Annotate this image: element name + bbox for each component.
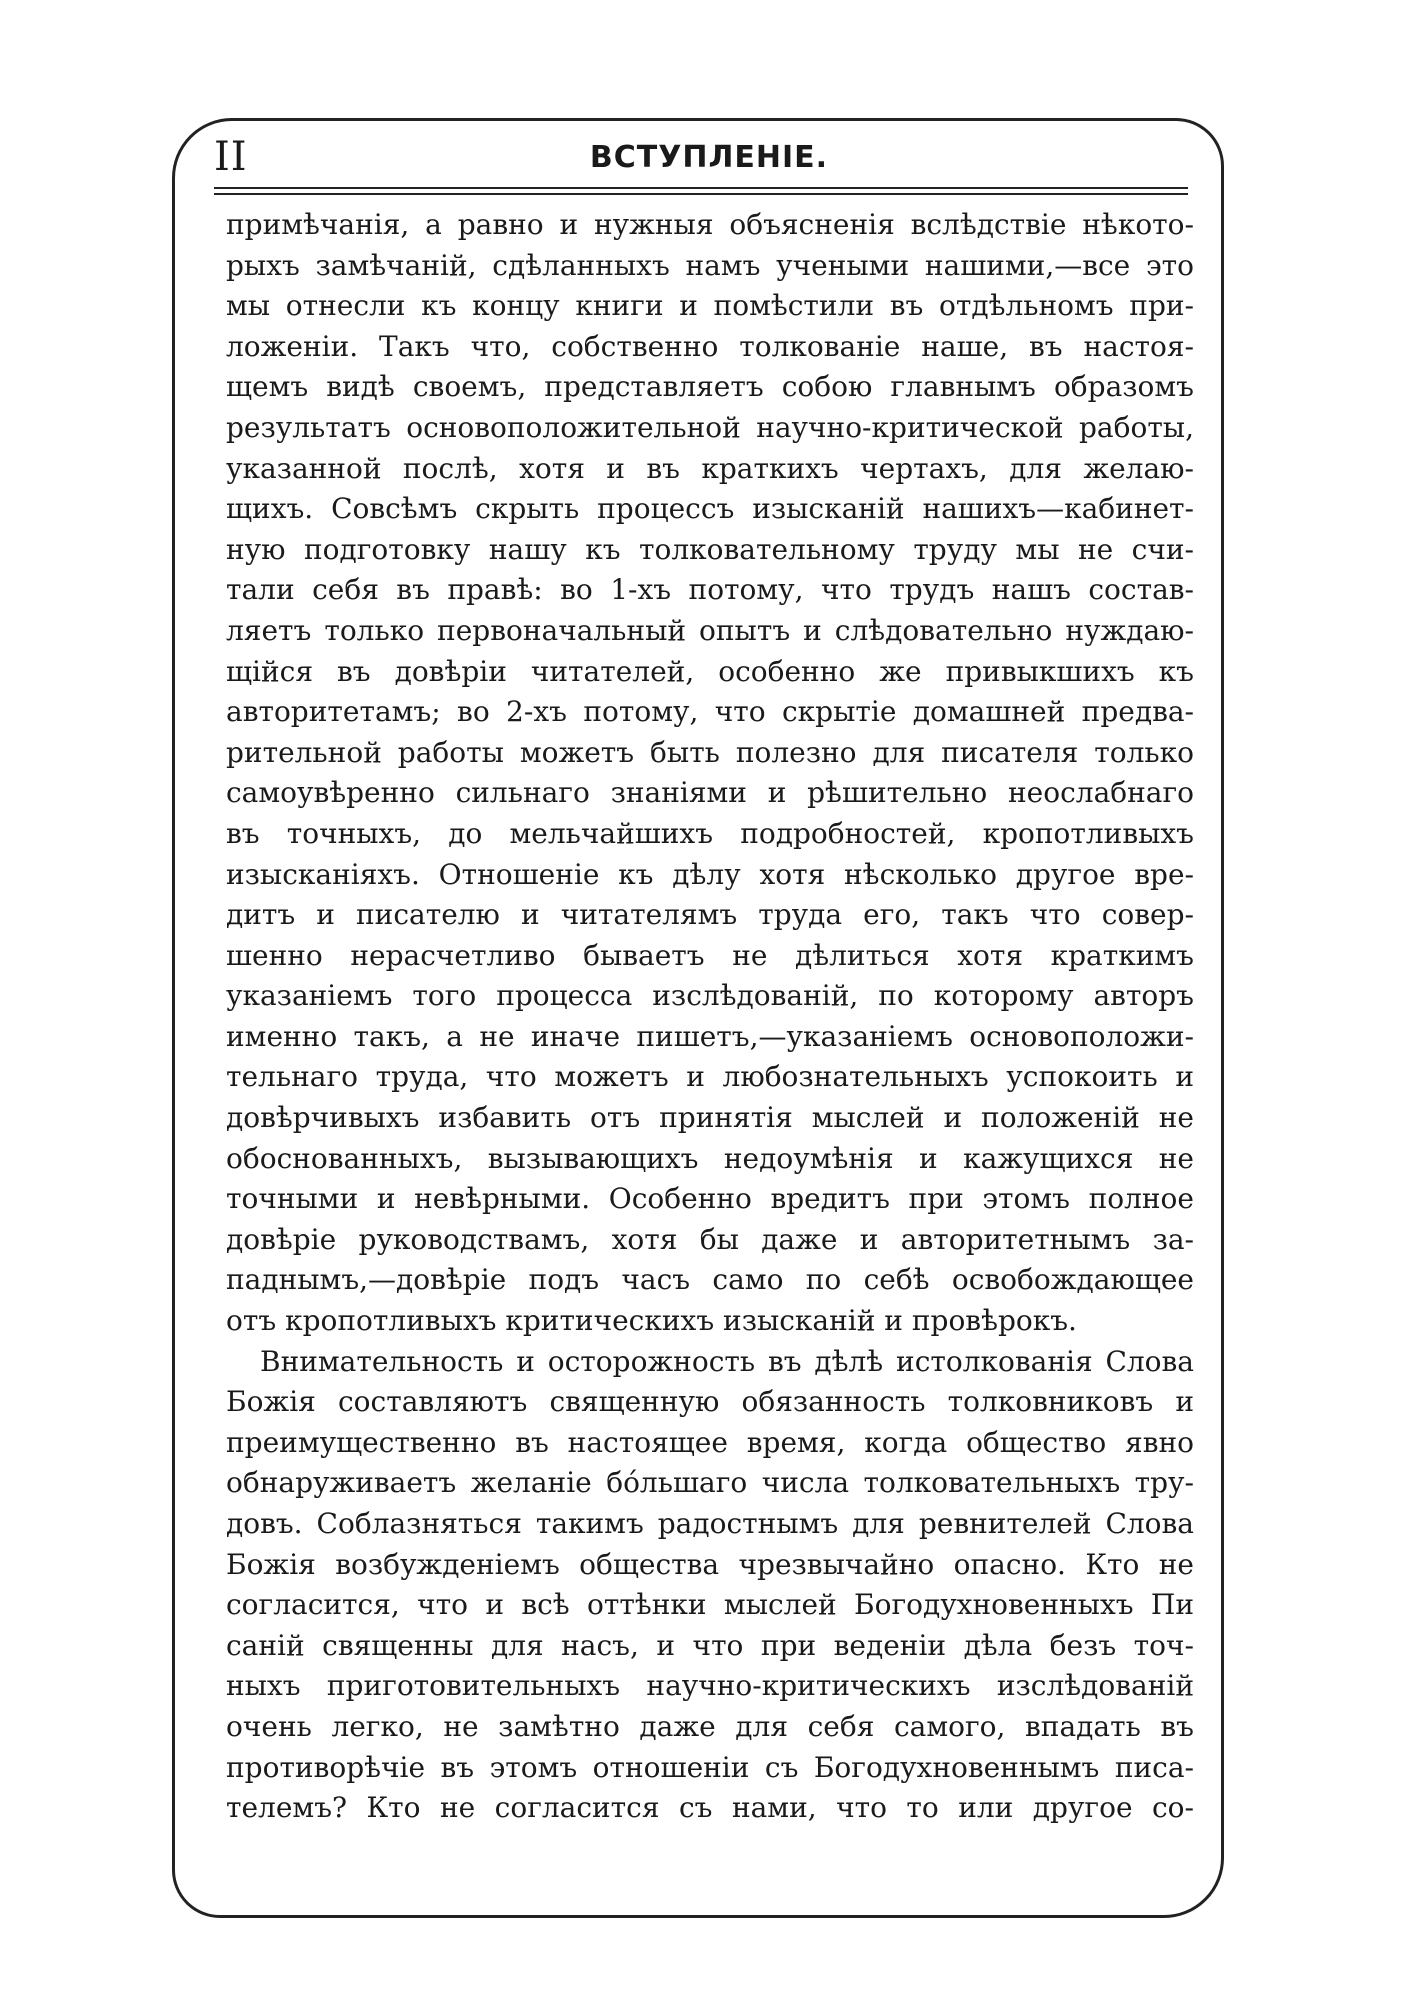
text-line: тали себя въ правѣ: во 1-хъ потому, что трудъ нашъ состав- [226,573,1194,607]
text-line: очень легко, не замѣтно даже для себя самого, впадать въ [226,1709,1194,1743]
text-line: результатъ основоположительной научно-критической работы, [226,410,1194,444]
paragraph-start-line: Внимательность и осторожность въ дѣлѣ истолкованія Слова [260,1344,1194,1378]
text-line: обнаруживаетъ желаніе бóльшаго числа толковательныхъ тру- [226,1466,1194,1500]
text-line: щійся въ довѣріи читателей, особенно же привыкшихъ къ [226,654,1194,688]
text-line: паднымъ,—довѣріе подъ часъ само по себѣ освобождающее [226,1263,1194,1297]
running-head-title: ВСТУПЛЕНІЕ. [589,140,829,175]
header-rule-bottom [214,193,1188,195]
text-line: шенно нерасчетливо бываетъ не дѣлиться хотя краткимъ [226,938,1194,972]
text-line: довѣріе руководствамъ, хотя бы даже и авторитетнымъ за- [226,1222,1194,1256]
text-line: рыхъ замѣчаній, сдѣланныхъ намъ учеными нашими,—все это [226,248,1194,282]
text-line: самоувѣренно сильнаго знаніями и рѣшительно неослабнаго [226,776,1194,810]
text-line: телемъ? Кто не согласится съ нами, что то или другое со- [226,1791,1194,1825]
text-line: ную подготовку нашу къ толковательному труду мы не счи- [226,532,1194,566]
text-line: дитъ и писателю и читателямъ труда его, такъ что совер- [226,898,1194,932]
text-line: Божія возбужденіемъ общества чрезвычайно опасно. Кто не [226,1547,1194,1581]
body-text [226,205,1194,1829]
paragraph-end-line: отъ кропотливыхъ критическихъ изысканій и провѣрокъ. [226,1304,1077,1338]
text-line: тельнаго труда, что можетъ и любознательныхъ успокоить и [226,1060,1194,1094]
text-line: ныхъ приготовительныхъ научно-критическихъ изслѣдованій [226,1669,1194,1703]
header-rule-top [214,187,1188,189]
text-line: изысканіяхъ. Отношеніе къ дѣлу хотя нѣсколько другое вре- [226,857,1194,891]
text-line: ложеніи. Такъ что, собственно толкованіе наше, въ настоя- [226,329,1194,363]
text-line: преимущественно въ настоящее время, когда общество явно [226,1425,1194,1459]
text-line: авторитетамъ; во 2-хъ потому, что скрытіе домашней предва- [226,695,1194,729]
text-line: примѣчанія, а равно и нужныя объясненія вслѣдствіе нѣкото- [226,208,1194,241]
text-line: противорѣчіе въ этомъ отношеніи съ Богодухновеннымъ писа- [226,1750,1194,1784]
text-line: ляетъ только первоначальный опытъ и слѣдовательно нуждаю- [226,613,1194,647]
text-line: Божія составляютъ священную обязанность толковниковъ и [226,1385,1194,1419]
text-line: указаніемъ того процесса изслѣдованій, по которому авторъ [226,979,1194,1013]
text-line: въ точныхъ, до мельчайшихъ подробностей, кропотливыхъ [226,816,1194,850]
text-line: точными и невѣрными. Особенно вредитъ при этомъ полное [226,1182,1194,1216]
text-line: мы отнесли къ концу книги и помѣстили въ отдѣльномъ при- [226,289,1194,323]
text-line: щемъ видѣ своемъ, представляетъ собою главнымъ образомъ [226,370,1194,404]
text-line: довѣрчивыхъ избавить отъ принятія мыслей и положеній не [226,1101,1194,1135]
text-line: обоснованныхъ, вызывающихъ недоумѣнія и кажущихся не [226,1141,1194,1175]
page-header [214,130,1204,186]
text-line: саній священны для насъ, и что при веденіи дѣла безъ точ- [226,1628,1194,1662]
page-number: II [214,134,248,180]
text-line: довъ. Соблазняться такимъ радостнымъ для ревнителей Слова [226,1507,1194,1540]
text-line: указанной послѣ, хотя и въ краткихъ чертахъ, для желаю- [226,451,1194,485]
text-line: именно такъ, а не иначе пишетъ,—указаніемъ основоположи- [226,1019,1194,1053]
text-line: рительной работы можетъ быть полезно для писателя только [226,735,1194,769]
text-line: согласится, что и всѣ оттѣнки мыслей Богодухновенныхъ Пи [226,1588,1194,1622]
text-line: щихъ. Совсѣмъ скрыть процессъ изысканій нашихъ—кабинет- [226,492,1194,526]
